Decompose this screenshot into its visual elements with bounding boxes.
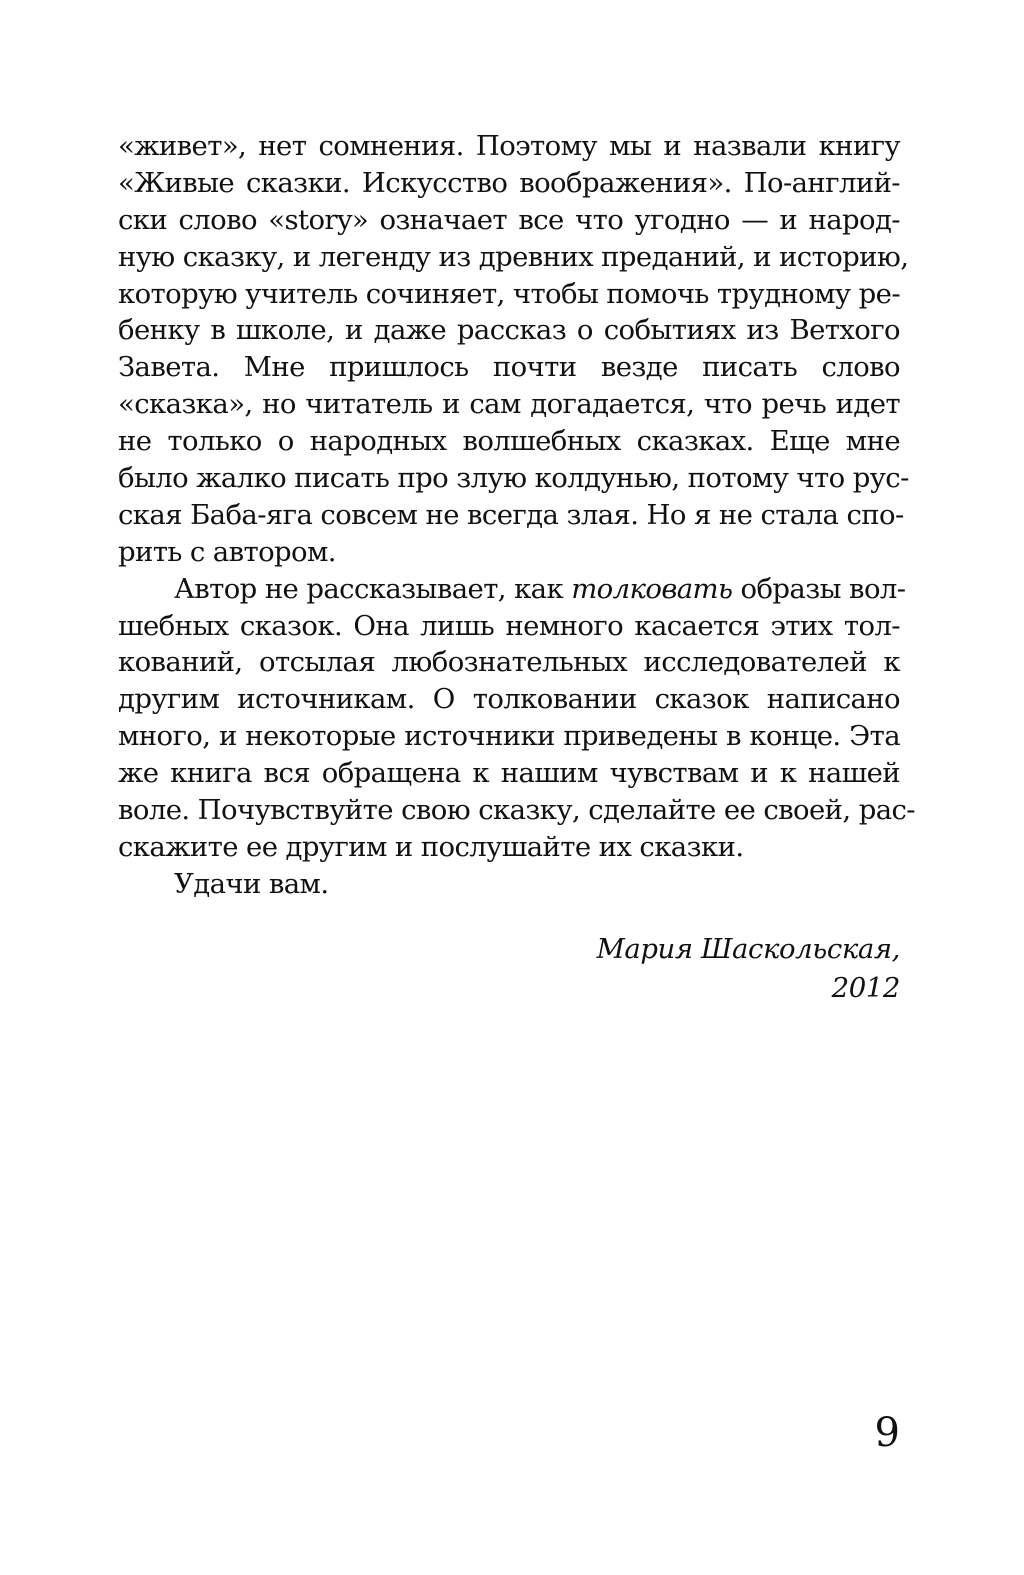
text-run: образы вол- <box>732 572 906 605</box>
text-line: шебных сказок. Она лишь немного касается этих тол- <box>118 609 900 642</box>
signature-name: Мария Шаскольская, <box>596 933 900 965</box>
signature-year: 2012 <box>831 972 900 1004</box>
text-line: «Живые сказки. Искусство воображения». По-англий- <box>118 166 900 199</box>
text-line: Удачи вам. <box>174 867 329 900</box>
text-line <box>118 571 906 608</box>
text-line: «живет», нет сомнения. Поэтому мы и назвали книгу <box>118 130 900 162</box>
text-line: много, и некоторые источники приведены в конце. Эта <box>118 720 900 753</box>
text-line: не только о народных волшебных сказках. Еще мне <box>118 425 900 458</box>
text-line: ную сказку, и легенду из древних преданий, и историю, <box>118 240 909 273</box>
text-line: бенку в школе, и даже рассказ о событиях из Ветхого <box>118 314 900 347</box>
text-line: кований, отсылая любознательных исследователей к <box>118 646 900 679</box>
text-line: «сказка», но читатель и сам догадается, что речь идет <box>118 388 900 421</box>
text-line: ски слово «story» означает все что угодно — и народ- <box>118 203 900 236</box>
text-line: же книга вся обращена к нашим чувствам и к нашей <box>118 757 900 790</box>
text-line: Завета. Мне пришлось почти везде писать слово <box>118 351 900 384</box>
text-line: рить с автором. <box>118 535 336 568</box>
text-line: которую учитель сочиняет, чтобы помочь трудному ре- <box>118 277 901 310</box>
text-line: скажите ее другим и послушайте их сказки. <box>118 830 744 863</box>
text-line: другим источникам. О толковании сказок написано <box>118 683 900 716</box>
text-body <box>118 128 915 903</box>
text-line: ская Баба-яга совсем не всегда злая. Но я не стала спо- <box>118 498 904 531</box>
text-line: воле. Почувствуйте свою сказку, сделайте ее своей, рас- <box>118 794 915 827</box>
page-number: 9 <box>874 1410 900 1456</box>
text-line: было жалко писать про злую колдунью, потому что рус- <box>118 462 909 495</box>
signature <box>597 930 900 1008</box>
text-run: Автор не рассказывает, как <box>174 572 572 605</box>
italic-emphasis: толковать <box>571 572 733 605</box>
